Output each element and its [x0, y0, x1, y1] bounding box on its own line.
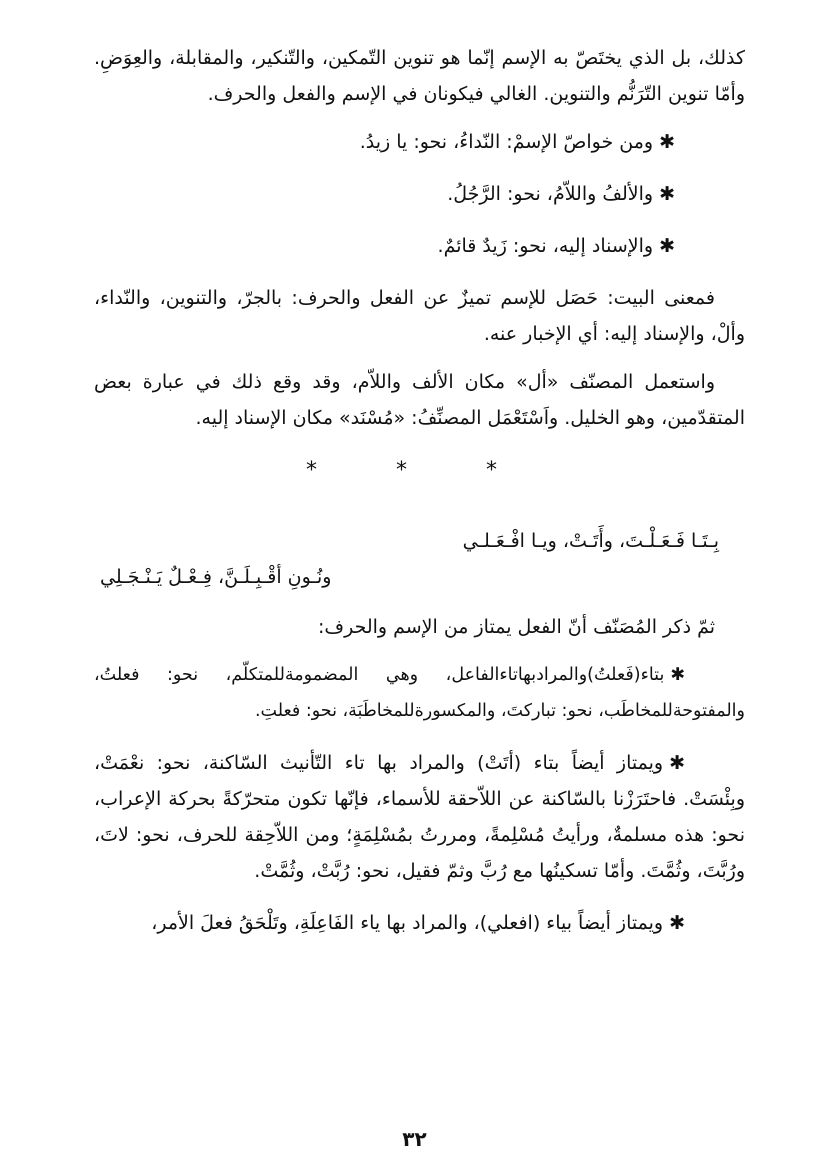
paragraph-verse-meaning: فمعنى البيت: حَصَل للإسم تميزٌ عن الفعل والحرف: بالجرّ، والتنوين، والنّداء، وألْ، والإسناد إليه: أي الإخبار عنه. [94, 287, 745, 345]
bullet-vocative [94, 124, 745, 160]
section-divider: * * * [306, 458, 533, 483]
star-bullet-icon: ✱ [669, 912, 685, 934]
page-number: ٣٢ [402, 1127, 427, 1151]
paragraph-intro: كذلك، بل الذي يختَصّ به الإسم إنّما هو تنوين التّمكين، والتّنكير، والمقابلة، والعِوَضِ. وأمّا تنوين التّرَنُّم والتنوين. الغالي فيكونان في الإسم والفعل والحرف. [94, 47, 745, 105]
verse-line-1: بِـتَـا فَـعَـلْـتَ، وأَتَـتْ، ويـا افْـعَـلـي [462, 530, 719, 552]
bullet-fa3altu [94, 657, 745, 729]
verse-line-2: ونُـونِ أقْـبِـلَـنَّ، فِـعْـلٌ يَـنْـجَـلِي [100, 566, 332, 588]
star-bullet-icon: ✱ [659, 235, 675, 257]
star-bullet-icon: ✱ [670, 665, 685, 685]
star-bullet-icon: ✱ [659, 131, 675, 153]
bullet-if3ali [94, 905, 745, 941]
bullet-article-text: والألفُ واللاّمُ، نحو: الرَّجُلُ. [447, 183, 654, 205]
bullet-atat-text: ويمتاز أيضاً بتاء (أتَتْ) والمراد بها تاء التّأنيث السّاكنة، نحو: نعْمَتْ، وبِئْسَتْ. فاحتَرَزْنا بالسّاكنة عن اللاّحقة للأسماء، فإنّها تكون متحرّكةً بحركة الإعراب، نحو: هذه مسلمةٌ، ورأيتُ مُسْلِمةً، ومررتُ بمُسْلِمَةٍ؛ ومن اللاّحِقة للحرف، نحو: لاتَ، ورُبَّتَ، وثُمَّتَ. وأمّا تسكينُها مع رُبَّ وثمّ فقيل، نحو: رُبَّتْ، وثُمَّتْ. [94, 752, 745, 882]
star-bullet-icon: ✱ [669, 752, 685, 774]
bullet-predication-text: والإسناد إليه، نحو: زَيدٌ قائمٌ. [437, 235, 654, 257]
paragraph-author-usage: واستعمل المصنّف «أل» مكان الألف واللاّم، وقد وقع ذلك في عبارة بعض المتقدّمين، وهو الخليل. واَسْتَعْمَل المصنِّفُ: «مُسْنَد» مكان الإسناد إليه. [94, 371, 745, 429]
bullet-atat [94, 745, 745, 889]
bullet-vocative-text: ومن خواصّ الإسمْ: النّداءُ، نحو: يا زيدُ. [359, 131, 654, 153]
bullet-if3ali-text: ويمتاز أيضاً بياء (افعلي)، والمراد بها ياء الفَاعِلَةِ، وتَلْحَقُ فعلَ الأمر، [151, 912, 664, 934]
star-bullet-icon: ✱ [659, 183, 675, 205]
bullet-predication [94, 228, 745, 264]
page-body [94, 40, 745, 957]
bullet-article [94, 176, 745, 212]
bullet-fa3altu-text: بتاء(فَعلتُ)والمرادبهاتاءالفاعل، وهي المضمومةللمتكلّم، نحو: فعلتُ، والمفتوحةللمخاطَب، نحو: تباركتَ، والمكسورةللمخاطَبَة، نحو: فعلتِ. [94, 665, 745, 721]
paragraph-verb-intro: ثمّ ذكر المُصَنّف أنّ الفعل يمتاز من الإسم والحرف: [317, 616, 715, 638]
